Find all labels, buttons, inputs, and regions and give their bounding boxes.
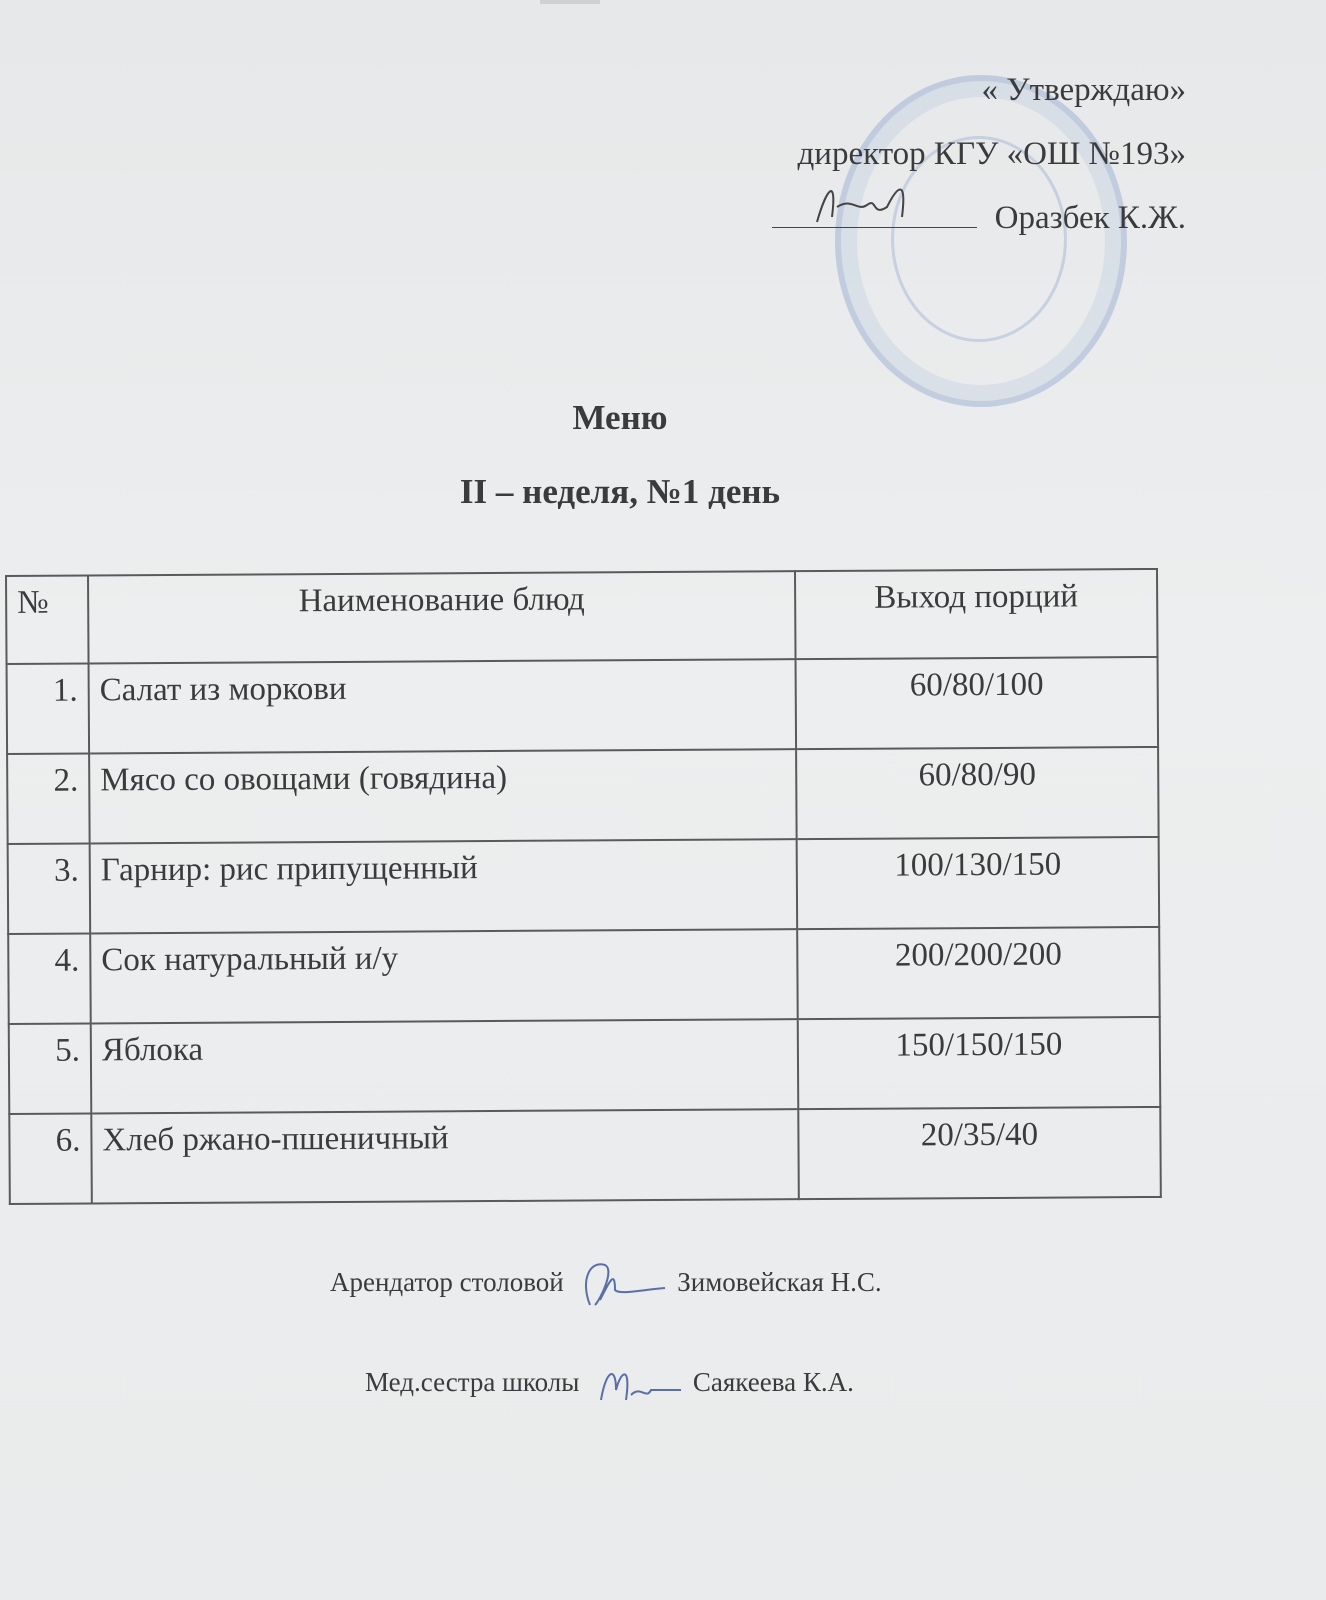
menu-table xyxy=(5,568,1162,1205)
dish-name: Гарнир: рис припущенный xyxy=(90,839,798,933)
dish-name: Хлеб ржано-пшеничный xyxy=(91,1109,799,1203)
table-header xyxy=(6,569,1158,664)
table-row xyxy=(7,657,1159,754)
row-number: 4. xyxy=(8,933,91,1023)
school-nurse-signature-row xyxy=(365,1360,854,1410)
dish-name: Яблока xyxy=(91,1019,799,1113)
page-subtitle: II – неделя, №1 день xyxy=(459,472,781,511)
portion-output: 150/150/150 xyxy=(798,1017,1161,1109)
header-number: № xyxy=(6,575,89,663)
row-number: 2. xyxy=(7,753,90,843)
dish-name: Сок натуральный и/у xyxy=(90,929,798,1023)
row-number: 1. xyxy=(7,663,90,753)
row-number: 5. xyxy=(9,1023,92,1113)
table-row xyxy=(8,927,1160,1024)
approval-block xyxy=(772,58,1186,250)
signer-role: Арендатор столовой xyxy=(330,1267,564,1298)
portion-output: 20/35/40 xyxy=(798,1107,1161,1199)
row-number: 3. xyxy=(8,843,91,933)
portion-output: 200/200/200 xyxy=(797,927,1160,1019)
portion-output: 60/80/100 xyxy=(796,657,1159,749)
table-row xyxy=(7,747,1159,844)
row-number: 6. xyxy=(9,1113,92,1203)
table-row xyxy=(9,1107,1161,1204)
approval-heading: « Утверждаю» xyxy=(981,72,1186,108)
canteen-tenant-signature-row xyxy=(330,1260,882,1310)
portion-output: 60/80/90 xyxy=(796,747,1159,839)
handwritten-signature xyxy=(586,1360,686,1410)
dish-name: Салат из моркови xyxy=(89,659,797,753)
page-title: Меню xyxy=(572,398,668,437)
header-dish: Наименование блюд xyxy=(88,571,796,663)
dish-name: Мясо со овощами (говядина) xyxy=(89,749,797,843)
header-output: Выход порций xyxy=(795,569,1158,659)
portion-output: 100/130/150 xyxy=(797,837,1160,929)
signer-name: Саякеева К.А. xyxy=(692,1367,854,1398)
signer-role: Мед.сестра школы xyxy=(365,1367,580,1398)
director-signature xyxy=(772,197,977,228)
table-row xyxy=(9,1017,1161,1114)
screen-edge xyxy=(540,0,600,4)
director-name: Оразбек К.Ж. xyxy=(994,200,1186,236)
signer-name: Зимовейская Н.С. xyxy=(677,1267,882,1298)
table-row xyxy=(8,837,1160,934)
approval-position: директор КГУ «ОШ №193» xyxy=(797,136,1186,172)
handwritten-signature xyxy=(570,1260,670,1310)
